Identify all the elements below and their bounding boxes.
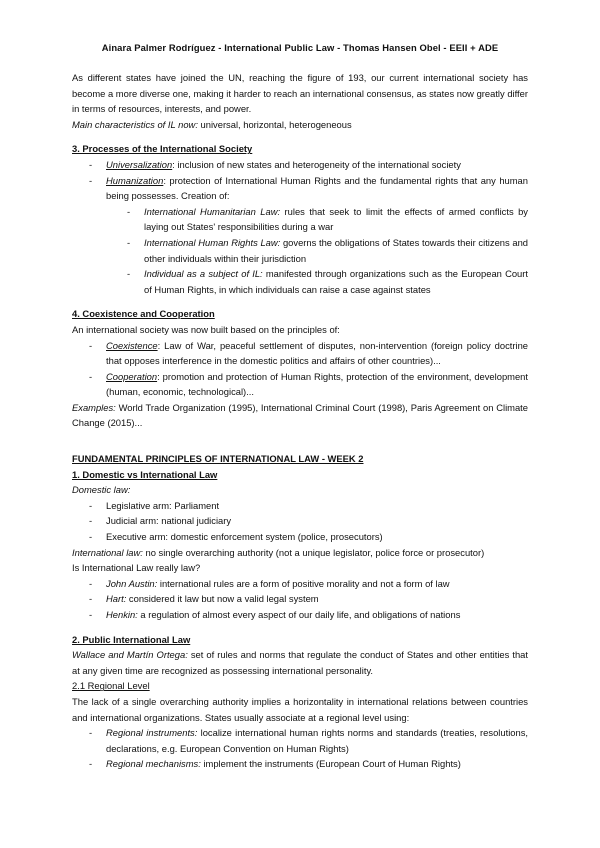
item-term: John Austin:: [106, 577, 158, 589]
item-term: Coexistence: [106, 339, 158, 351]
intl-text: no single overarching authority (not a unique legislator, police force or prosecutor): [142, 546, 485, 558]
list-item: [72, 157, 528, 173]
week2-title: FUNDAMENTAL PRINCIPLES OF INTERNATIONAL LAW - WEEK 2: [72, 453, 364, 465]
item-text: implement the instruments (European Court of Human Rights): [200, 758, 461, 770]
item-text: international rules are a form of positive morality and not a form of law: [157, 577, 450, 589]
item-text: : inclusion of new states and heterogeneity of the international society: [172, 158, 461, 170]
item-text: considered it law but now a valid legal system: [126, 593, 319, 605]
list-item: [72, 338, 528, 369]
document-body: [72, 70, 528, 772]
item-term: Universalization: [106, 158, 173, 170]
list-item: [72, 235, 528, 266]
intro-paragraph: As different states have joined the UN, reaching the figure of 193, our current international society has become a more diverse one, making it harder to reach an international consensus, as states now greatly differ in terms of resources, interests, and power.: [72, 72, 528, 115]
domestic-list: [72, 498, 528, 545]
regional-paragraph: The lack of a single overarching authority implies a horizontality in international relations between countries and international organizations. States usually associate at a regional level using:: [72, 695, 528, 723]
item-text: : promotion and protection of Human Rights, protection of the environment, development (human, economic, technological)...: [106, 370, 528, 398]
section3-list: [72, 157, 528, 204]
examples-label: Examples:: [72, 401, 116, 413]
item-term: Humanization: [106, 174, 164, 186]
item-text: rules that seek to limit the effects of armed conflicts by laying out States' responsibilities during a war: [144, 205, 528, 233]
intl-label: International law:: [72, 546, 143, 558]
item-text: governs the obligations of States towards their citizens and other individuals within their jurisdiction: [144, 236, 529, 264]
views-list: [72, 576, 528, 623]
list-item: [72, 607, 528, 623]
regional-list: [72, 725, 528, 772]
item-term: International Humanitarian Law:: [144, 205, 281, 217]
list-item: [72, 173, 528, 204]
section3-title: 3. Processes of the International Society: [72, 143, 253, 155]
examples-text: World Trade Organization (1995), International Criminal Court (1998), Paris Agreement on Climate Change (2015)...: [72, 401, 528, 429]
week2-section1-title: 1. Domestic vs International Law: [72, 468, 218, 480]
section4-lead: An international society was now built based on the principles of:: [72, 323, 340, 335]
item-text: : Law of War, peaceful settlement of disputes, non-intervention (foreign policy doctrine that opposes interference in the domestic politics and affairs of other countries)...: [106, 339, 528, 367]
week2-section2-title: 2. Public International Law: [72, 633, 191, 645]
list-item: [72, 576, 528, 592]
item-text: localize international human rights norms and standards (treaties, resolutions, declarations, e.g. European Convention on Human Rights): [106, 727, 528, 754]
list-item: [72, 591, 528, 607]
definition-text: set of rules and norms that regulate the conduct of States and other entities that at any given time are recognized as possessing international personality.: [72, 649, 528, 676]
item-term: Hart:: [106, 593, 127, 605]
item-text: manifested through organizations such as the European Court of Human Rights, in which individuals can raise a case against states: [144, 268, 528, 295]
characteristics-label: Main characteristics of IL now:: [72, 118, 198, 130]
intl-line: [72, 545, 528, 561]
definition-label: Wallace and Martín Ortega:: [72, 649, 188, 661]
characteristics-line: [72, 117, 528, 133]
item-text: a regulation of almost every aspect of our daily life, and obligations of nations: [137, 609, 461, 620]
page-header: Ainara Palmer Rodríguez - International Public Law - Thomas Hansen Obel - EEII + ADE: [101, 42, 499, 53]
item-term: International Human Rights Law:: [144, 236, 281, 248]
definition-paragraph: [72, 647, 528, 678]
list-item: - Executive arm: domestic enforcement system (police, prosecutors): [72, 529, 528, 545]
list-item: - Legislative arm: Parliament: [72, 498, 528, 514]
domestic-label: Domestic law:: [72, 484, 131, 496]
item-term: Regional mechanisms:: [106, 758, 201, 770]
item-term: Regional instruments:: [106, 727, 198, 739]
regional-level-title: 2.1 Regional Level: [72, 680, 150, 692]
section4-list: [72, 338, 528, 400]
item-text: : protection of International Human Rights and the fundamental rights that any human being possesses. Creation of:: [106, 174, 528, 202]
list-item: [72, 725, 528, 756]
list-item: [72, 369, 528, 400]
list-item: [72, 266, 528, 297]
examples-line: [72, 400, 528, 431]
list-item: [72, 204, 528, 235]
section3-sublist: [72, 204, 528, 298]
item-term: Henkin:: [106, 609, 138, 620]
list-item: [72, 756, 528, 772]
question-line: Is International Law really law?: [72, 562, 201, 574]
characteristics-text: universal, horizontal, heterogeneous: [197, 118, 352, 130]
item-term: Cooperation: [106, 370, 158, 382]
list-item: - Judicial arm: national judiciary: [72, 513, 528, 529]
item-term: Individual as a subject of IL:: [144, 268, 263, 280]
section4-title: 4. Coexistence and Cooperation: [72, 308, 215, 320]
